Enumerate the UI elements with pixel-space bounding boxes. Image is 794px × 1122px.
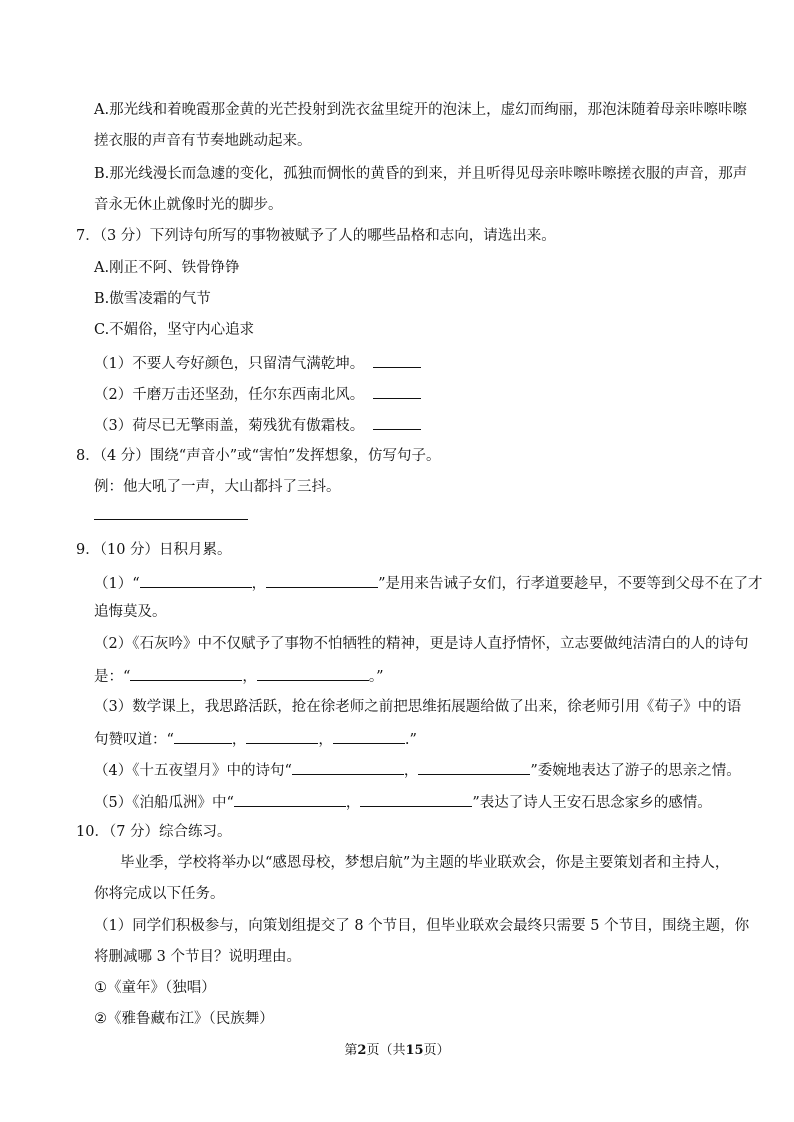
q9-part5-open: （5）《泊船瓜洲》中“ <box>94 795 234 811</box>
footer-total-pages: 15 <box>405 1043 424 1058</box>
program-2-title: 《雅鲁藏布江》（民族舞） <box>107 1011 274 1027</box>
q7-item-3-text: （3）荷尽已无擎雨盖，菊残犹有傲霜枝。 <box>94 418 365 434</box>
q10-intro-line2: 你将完成以下任务。 <box>94 886 225 902</box>
q9-part5-blank-1[interactable] <box>234 791 346 807</box>
q8-stem: 8．（4 分）围绕“声音小”或“害怕”发挥想象，仿写句子。 <box>76 448 441 464</box>
q6-option-a-line1: A.那光线和着晚霞那金黄的光芒投射到洗衣盆里绽开的泡沫上，虚幻而绚丽，那泡沫随着母亲咔嚓咔嚓 <box>94 102 748 118</box>
q9-part2-sep: ， <box>242 669 257 685</box>
q9-part2-close: 。” <box>368 669 384 685</box>
q9-part5-sep: ， <box>345 795 361 811</box>
q7-item-1 <box>94 352 421 374</box>
q10-program-1 <box>94 978 216 998</box>
q10-program-2 <box>94 1009 274 1029</box>
q7-item-2-blank[interactable] <box>373 383 421 399</box>
q7-item-1-blank[interactable] <box>373 352 421 368</box>
q9-part2-open: 是：“ <box>94 669 131 685</box>
footer-middle: 页（共 <box>366 1043 406 1058</box>
q9-part4 <box>94 759 741 781</box>
q9-part1-open: （1）“ <box>94 576 140 592</box>
q7-item-1-text: （1）不要人夸好颜色，只留清气满乾坤。 <box>94 356 365 372</box>
q9-part1-rest: ”是用来告诫子女们，行孝道要趁早，不要等到父母不在了才 <box>378 576 763 592</box>
q9-part5 <box>94 791 712 813</box>
q9-part4-blank-2[interactable] <box>418 759 530 775</box>
footer-suffix: 页） <box>423 1043 450 1058</box>
q9-part3-line2 <box>94 728 417 750</box>
q8-answer-line[interactable] <box>94 519 248 520</box>
q9-part2-blank-2[interactable] <box>257 665 369 681</box>
q9-part3-close: .” <box>404 732 417 748</box>
q9-part3-blank-1[interactable] <box>174 728 232 744</box>
footer-prefix: 第 <box>344 1043 358 1058</box>
q8-example: 例：他大吼了一声，大山都抖了三抖。 <box>94 479 341 495</box>
q10-intro-line1: 毕业季，学校将举办以“感恩母校，梦想启航”为主题的毕业联欢会，你是主要策划者和主持人， <box>120 855 730 871</box>
q9-part1-blank-2[interactable] <box>266 572 378 588</box>
q6-option-a-line2: 搓衣服的声音有节奏地跳动起来。 <box>94 133 312 149</box>
q10-part1-line1: （1）同学们积极参与，向策划组提交了 8 个节目，但毕业联欢会最终只需要 5 个节目，围绕主题，你 <box>94 918 750 934</box>
footer-page-number: 2 <box>357 1043 367 1058</box>
q9-part5-rest: ”表达了诗人王安石思念家乡的感情。 <box>472 795 712 811</box>
q9-part3-open: 句赞叹道：“ <box>94 732 174 748</box>
q7-item-2-text: （2）千磨万击还坚劲，任尔东西南北风。 <box>94 387 365 403</box>
q9-part3-line1: （3）数学课上，我思路活跃，抢在徐老师之前把思维拓展题给做了出来，徐老师引用《荀子》中的语 <box>94 699 742 715</box>
q7-item-3 <box>94 414 421 436</box>
q9-part4-sep: ， <box>403 763 419 779</box>
q7-option-c: C.不媚俗，坚守内心追求 <box>94 322 255 338</box>
q10-part1-line2: 将删减哪 3 个节目？说明理由。 <box>94 949 301 965</box>
q9-part1-sep: ， <box>251 576 267 592</box>
q9-part3-sep-1: ， <box>231 732 247 748</box>
q9-stem: 9．（10 分）日积月累。 <box>76 542 232 558</box>
q9-part1-blank-1[interactable] <box>140 572 252 588</box>
q6-option-b-line2: 音永无休止就像时光的脚步。 <box>94 197 283 213</box>
q7-item-2 <box>94 383 421 405</box>
q9-part3-blank-2[interactable] <box>246 728 318 744</box>
q7-option-b: B.傲雪凌霜的气节 <box>94 291 211 307</box>
q9-part2-line2 <box>94 665 384 687</box>
program-2-number: ② <box>94 1011 107 1027</box>
program-1-title: 《童年》（独唱） <box>107 980 216 996</box>
q6-option-b-line1: B.那光线漫长而急遽的变化，孤独而惆怅的黄昏的到来，并且听得见母亲咔嚓咔嚓搓衣服的声音，那声 <box>94 166 748 182</box>
q9-part2-blank-1[interactable] <box>130 665 242 681</box>
q7-stem: 7．（3 分）下列诗句所写的事物被赋予了人的哪些品格和志向，请选出来。 <box>76 228 556 244</box>
q9-part4-open: （4）《十五夜望月》中的诗句“ <box>94 763 292 779</box>
q9-part4-blank-1[interactable] <box>292 759 404 775</box>
q9-part1-line1 <box>94 572 763 594</box>
program-1-number: ① <box>94 980 107 996</box>
q9-part3-blank-3[interactable] <box>333 728 405 744</box>
q9-part2-line1: （2）《石灰吟》中不仅赋予了事物不怕牺牲的精神，更是诗人直抒情怀，立志要做纯洁清白的人的诗句 <box>94 636 749 652</box>
page-footer <box>0 1043 794 1059</box>
q7-option-a: A.刚正不阿、铁骨铮铮 <box>94 260 240 276</box>
q9-part4-rest: ”委婉地表达了游子的思亲之情。 <box>530 763 741 779</box>
q9-part3-sep-2: ， <box>318 732 333 748</box>
q9-part1-line2: 追悔莫及。 <box>94 604 167 620</box>
q10-stem: 10．（7 分）综合练习。 <box>76 824 232 840</box>
q7-item-3-blank[interactable] <box>373 414 421 430</box>
q9-part5-blank-2[interactable] <box>360 791 472 807</box>
